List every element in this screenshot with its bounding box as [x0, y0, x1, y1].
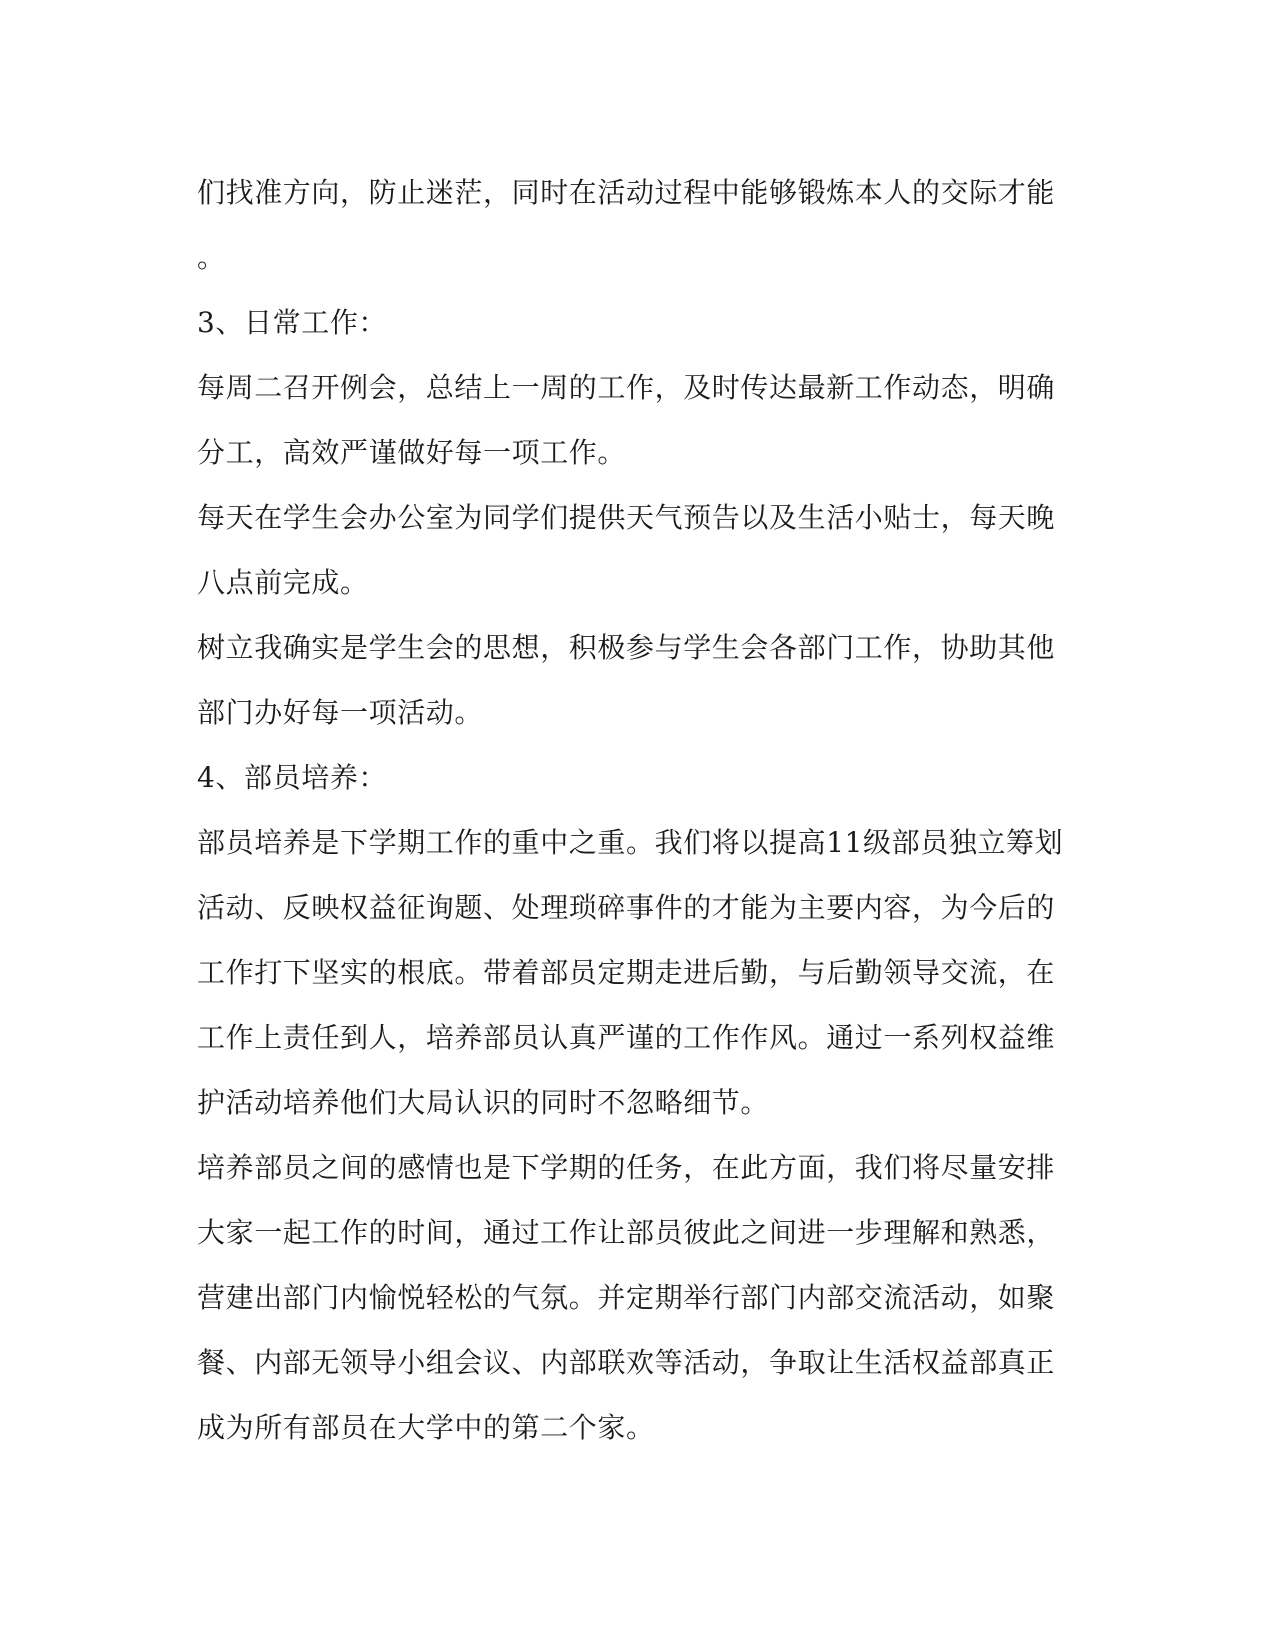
- text-line: 大家一起工作的时间，通过工作让部员彼此之间进一步理解和熟悉，: [197, 1216, 1056, 1249]
- text-line: 们找准方向，防止迷茫，同时在活动过程中能够锻炼本人的交际才能: [197, 176, 1056, 209]
- text-line: 工作打下坚实的根底。带着部员定期走进后勤，与后勤领导交流，在: [197, 956, 1056, 989]
- text-line: 活动、反映权益征询题、处理琐碎事件的才能为主要内容，为今后的: [197, 891, 1056, 924]
- text-line: 八点前完成。: [197, 566, 369, 599]
- text-line: 每周二召开例会，总结上一周的工作，及时传达最新工作动态，明确: [197, 371, 1056, 404]
- text-line: 餐、内部无领导小组会议、内部联欢等活动，争取让生活权益部真正: [197, 1346, 1056, 1379]
- text-line: 工作上责任到人，培养部员认真严谨的工作作风。通过一系列权益维: [197, 1021, 1056, 1054]
- text-line: 部员培养是下学期工作的重中之重。我们将以提高11级部员独立筹划: [197, 826, 1064, 859]
- text-line: 护活动培养他们大局认识的同时不忽略细节。: [197, 1086, 770, 1119]
- section-heading-daily-work: 3、日常工作：: [197, 306, 388, 339]
- text-line: 营建出部门内愉悦轻松的气氛。并定期举行部门内部交流活动，如聚: [197, 1281, 1056, 1314]
- text-line: 部门办好每一项活动。: [197, 696, 484, 729]
- section-heading-member-training: 4、部员培养：: [197, 761, 388, 794]
- text-line: 。: [197, 241, 226, 274]
- text-line: 成为所有部员在大学中的第二个家。: [197, 1411, 655, 1444]
- text-line: 树立我确实是学生会的思想，积极参与学生会各部门工作，协助其他: [197, 631, 1056, 664]
- text-line: 分工，高效严谨做好每一项工作。: [197, 436, 627, 469]
- document-body: [197, 160, 1077, 1460]
- text-line: 培养部员之间的感情也是下学期的任务，在此方面，我们将尽量安排: [197, 1151, 1056, 1184]
- text-line: 每天在学生会办公室为同学们提供天气预告以及生活小贴士，每天晚: [197, 501, 1056, 534]
